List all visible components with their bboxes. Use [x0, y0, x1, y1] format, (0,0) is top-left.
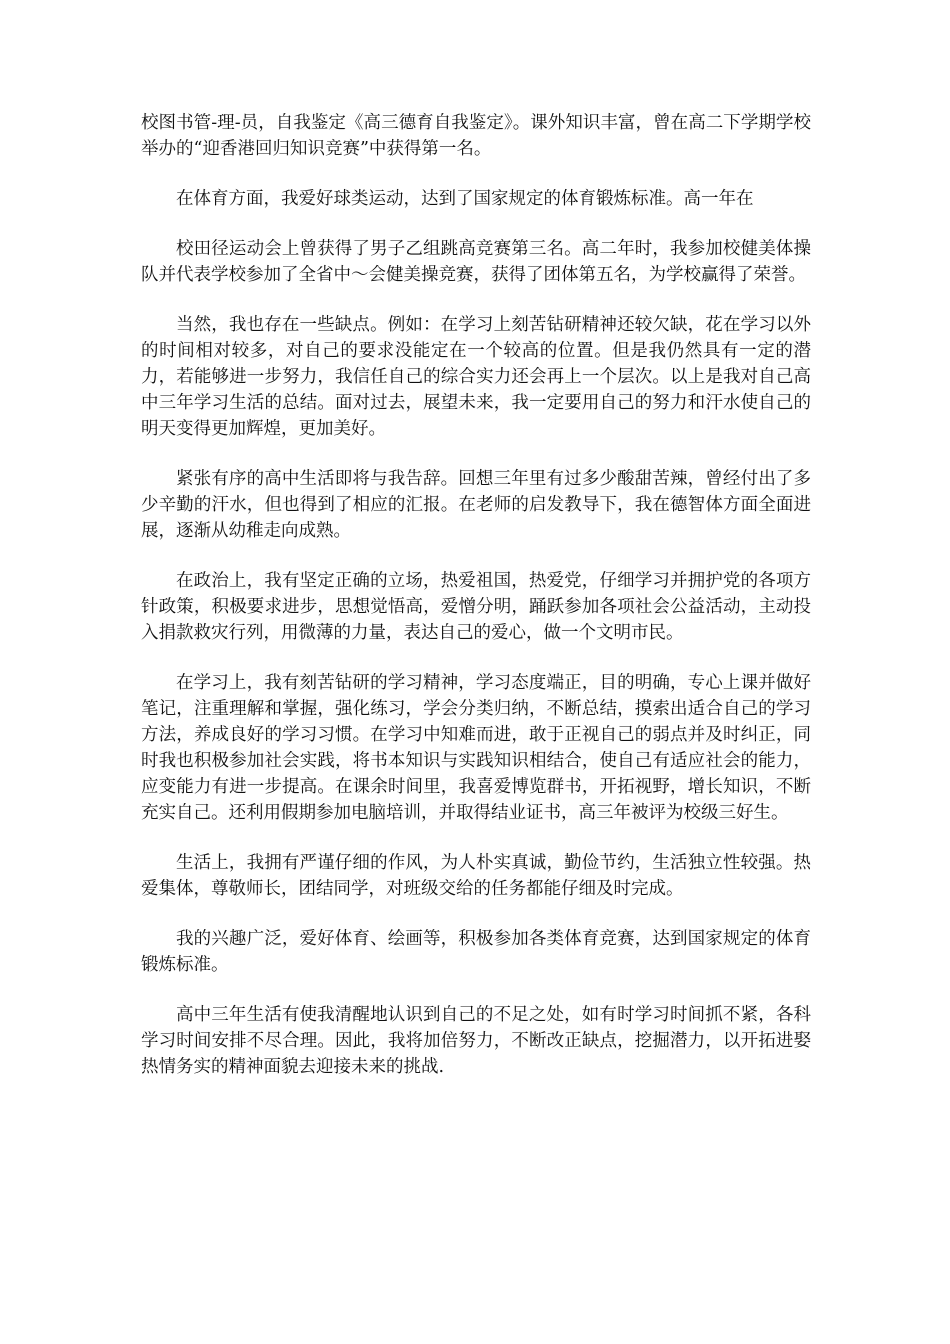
paragraph-1: 校图书管-理-员，自我鉴定《高三德育自我鉴定》。课外知识丰富，曾在高二下学期学校举办的“迎香港回归知识竞赛”中获得第一名。 [141, 113, 811, 159]
paragraph-3: 校田径运动会上曾获得了男子乙组跳高竞赛第三名。高二年时，我参加校健美体操队并代表学校参加了全省中～会健美操竞赛，获得了团体第五名，为学校赢得了荣誉。 [141, 239, 811, 285]
paragraph-6: 在政治上，我有坚定正确的立场，热爱祖国，热爱党，仔细学习并拥护党的各项方针政策，积极要求进步，思想觉悟高，爱憎分明，踊跃参加各项社会公益活动，主动投入捐款救灾行列，用微薄的力量，表达自己的爱心，做一个文明市民。 [141, 571, 811, 643]
paragraph-2: 在体育方面，我爱好球类运动，达到了国家规定的体育锻炼标准。高一年在 [176, 189, 754, 209]
paragraph-7: 在学习上，我有刻苦钻研的学习精神，学习态度端正，目的明确，专心上课并做好笔记，注重理解和掌握，强化练习，学会分类归纳，不断总结，摸索出适合自己的学习方法，养成良好的学习习惯。在学习中知难而进，敢于正视自己的弱点并及时纠正，同时我也积极参加社会实践，将书本知识与实践知识相结合，使自己有适应社会的能力，应变能力有进一步提高。在课余时间里，我喜爱博览群书，开拓视野，增长知识，不断充实自己。还利用假期参加电脑培训，并取得结业证书，高三年被评为校级三好生。 [141, 673, 811, 823]
paragraph-4: 当然，我也存在一些缺点。例如：在学习上刻苦钻研精神还较欠缺，花在学习以外的时间相对较多，对自己的要求没能定在一个较高的位置。但是我仍然具有一定的潜力，若能够进一步努力，我信任自己的综合实力还会再上一个层次。以上是我对自己高中三年学习生活的总结。面对过去，展望未来，我一定要用自己的努力和汗水使自己的明天变得更加辉煌，更加美好。 [141, 315, 811, 439]
paragraph-8: 生活上，我拥有严谨仔细的作风，为人朴实真诚，勤俭节约，生活独立性较强。热爱集体，尊敬师长，团结同学，对班级交给的任务都能仔细及时完成。 [141, 853, 811, 899]
paragraph-10: 高中三年生活有使我清醒地认识到自己的不足之处，如有时学习时间抓不紧，各科学习时间安排不尽合理。因此，我将加倍努力，不断改正缺点，挖掘潜力，以开拓进娶热情务实的精神面貌去迎接未来的挑战. [141, 1005, 811, 1077]
paragraph-5: 紧张有序的高中生活即将与我告辞。回想三年里有过多少酸甜苦辣，曾经付出了多少辛勤的汗水，但也得到了相应的汇报。在老师的启发教导下，我在德智体方面全面进展，逐渐从幼稚走向成熟。 [141, 469, 811, 541]
paragraph-9: 我的兴趣广泛，爱好体育、绘画等，积极参加各类体育竞赛，达到国家规定的体育锻炼标准。 [141, 929, 811, 975]
document-body [141, 110, 811, 1104]
